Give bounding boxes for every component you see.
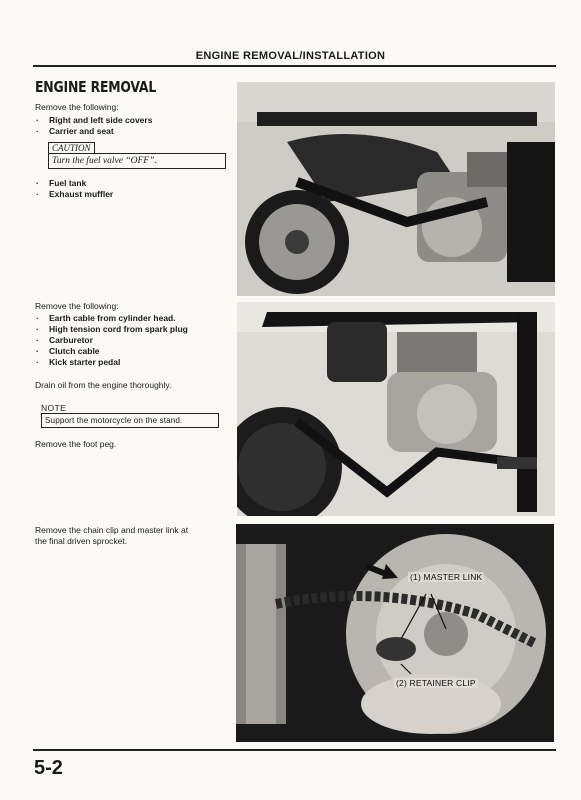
photo-engine-right-side bbox=[237, 302, 555, 516]
header-rule bbox=[33, 65, 556, 67]
list-item: · Right and left side covers bbox=[35, 115, 152, 126]
list-item: · Kick starter pedal bbox=[35, 357, 188, 368]
step1-list bbox=[35, 115, 152, 137]
photo-engine-left-side bbox=[237, 82, 555, 296]
list-item: · Carburetor bbox=[35, 335, 188, 346]
note-label: NOTE bbox=[41, 403, 67, 413]
note-box: Support the motorcycle on the stand. bbox=[41, 413, 219, 428]
step1b-list bbox=[35, 178, 113, 200]
step4-line2: the final driven sprocket. bbox=[35, 536, 128, 546]
section-title: ENGINE REMOVAL bbox=[35, 78, 157, 96]
list-item: · High tension cord from spark plug bbox=[35, 324, 188, 335]
caution-box: Turn the fuel valve “OFF”. bbox=[48, 153, 226, 169]
list-item: · Carrier and seat bbox=[35, 126, 152, 137]
photo-final-driven-sprocket bbox=[236, 524, 554, 742]
step1-intro: Remove the following: bbox=[35, 102, 119, 112]
list-item: · Earth cable from cylinder head. bbox=[35, 313, 188, 324]
callout-master-link: (1) MASTER LINK bbox=[410, 572, 483, 582]
page-number: 5-2 bbox=[34, 757, 63, 779]
footer-rule bbox=[33, 749, 556, 751]
list-item: · Exhaust muffler bbox=[35, 189, 113, 200]
step3-text: Remove the foot peg. bbox=[35, 439, 117, 449]
list-item: · Fuel tank bbox=[35, 178, 113, 189]
step2-intro: Remove the following: bbox=[35, 301, 119, 311]
page-header-title: ENGINE REMOVAL/INSTALLATION bbox=[195, 50, 386, 62]
list-item: · Clutch cable bbox=[35, 346, 188, 357]
caution-label: CAUTION bbox=[48, 142, 95, 154]
step4-line1: Remove the chain clip and master link at bbox=[35, 525, 189, 535]
callout-retainer-clip: (2) RETAINER CLIP bbox=[396, 678, 476, 688]
step2-drain: Drain oil from the engine thoroughly. bbox=[35, 380, 172, 390]
step2-list bbox=[35, 313, 188, 368]
